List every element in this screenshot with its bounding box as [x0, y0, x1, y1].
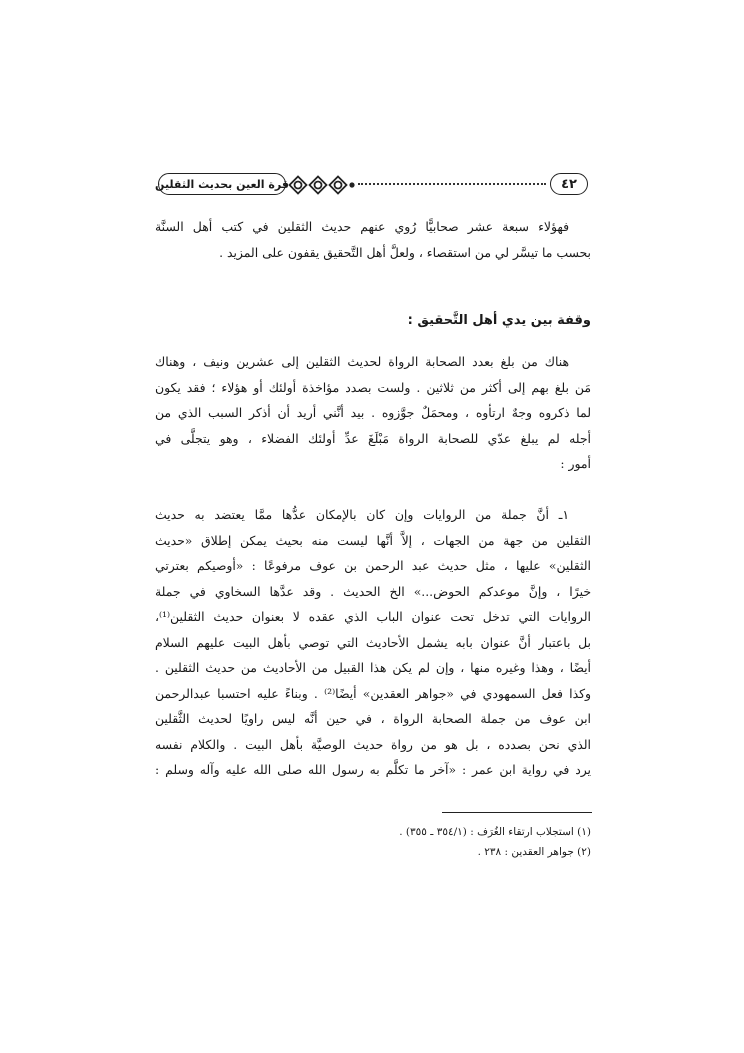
text-line: أجله لم يبلغ عدّي للصحابة الرواة مَبْلَغَ عدِّ أولئك الفضلاء ، وهو يتجلَّى في: [155, 430, 591, 446]
text-line: مَن بلغ بهم إلى أكثر من ثلاثين . ولست بصدد مؤاخذة أولئك أو هؤلاء ؛ فقد يكون: [155, 379, 591, 395]
text-line: خيرًا ، وإنَّ موعدكم الحوض...» الخ الحديث . وقد عدَّها السخاوي في جملة: [155, 583, 591, 599]
footnote-separator: [442, 812, 592, 813]
text-line: هناك من بلغ بعدد الصحابة الرواة لحديث الثقلين إلى عشرين ونيف ، وهناك: [155, 354, 569, 369]
header-dotted-rule: [358, 183, 546, 185]
text-line: الثقلين» عليها ، مثل حديث عبد الرحمن بن عوف مرفوعًا : «أوصيكم بعترتي: [155, 558, 591, 573]
page-number-frame: [550, 173, 588, 195]
paragraph-first-reason: [155, 502, 591, 783]
text-line: ابن عوف من جملة الصحابة الرواة ، في حين أنَّه ليس راويًا لحديث الثَّقلين: [155, 711, 591, 726]
text-line: وكذا فعل السمهودي في «جواهر العقدين» أيضًا⁽²⁾ . وبناءً عليه احتسبا عبدالرحمن: [155, 685, 591, 701]
text-line: الذي نحن بصدده ، بل هو من رواة حديث الوصيَّة بأهل البيت . والكلام نفسه: [155, 736, 591, 752]
footnotes: [155, 822, 591, 862]
section-heading: وقفة بين يدي أهل التَّحقيق :: [407, 313, 591, 328]
paragraph-reasons-intro: [155, 349, 591, 477]
text-line: أمور :: [560, 456, 591, 471]
header-ornament-icon: [288, 175, 356, 195]
text-line: ١ـ أنَّ جملة من الروايات وإن كان بالإمكان عدُّها ممَّا يعتضد به حديث: [155, 507, 569, 522]
page-number: ٤٢: [561, 176, 577, 192]
book-title: قرة العين بحديث الثقلين: [155, 177, 289, 191]
paragraph-intro: [155, 214, 591, 265]
text-line: بحسب ما تيسَّر لي من استقصاء ، ولعلَّ أهل التَّحقيق يقفون على المزيد .: [219, 244, 591, 260]
text-line: يرد في رواية ابن عمر : «آخر ما تكلَّم به رسول الله صلى الله عليه وآله وسلم :: [155, 762, 591, 777]
text-line: فهؤلاء سبعة عشر صحابيًّا رُوي عنهم حديث الثقلين في كتب أهل السنَّة: [155, 219, 569, 234]
text-line: الثقلين من جهة من الجهات ، إلاَّ أنَّها ليست منه بحيث يمكن إطلاق «حديث: [155, 532, 591, 548]
book-title-frame: [155, 173, 289, 195]
footnote-2: (٢) جواهر العقدين : ٢٣٨ .: [477, 846, 591, 858]
text-line: بل باعتبار أنَّ عنوان بابه يشمل الأحاديث التي توصي بأهل البيت عليهم السلام: [155, 634, 591, 650]
text-line: لما ذكروه وجهٌ ارتأوه ، ومحمَلٌ جوَّزوه . بيد أنَّني أريد أن أذكر السبب الذي من: [155, 405, 591, 420]
footnote-1: (١) استجلاب ارتقاء الغُرَف : (٣٥٤/١ ـ ٣٥٥) .: [399, 826, 591, 838]
page-header: [150, 168, 596, 202]
text-line: الروايات التي تدخل تحت عنوان الباب الذي عقده لا بعنوان حديث الثقلين⁽¹⁾،: [155, 609, 591, 624]
text-line: أيضًا ، وهذا وغيره منها ، وإن لم يكن هذا القبيل من الأحاديث من حديث الثقلين .: [155, 660, 591, 675]
